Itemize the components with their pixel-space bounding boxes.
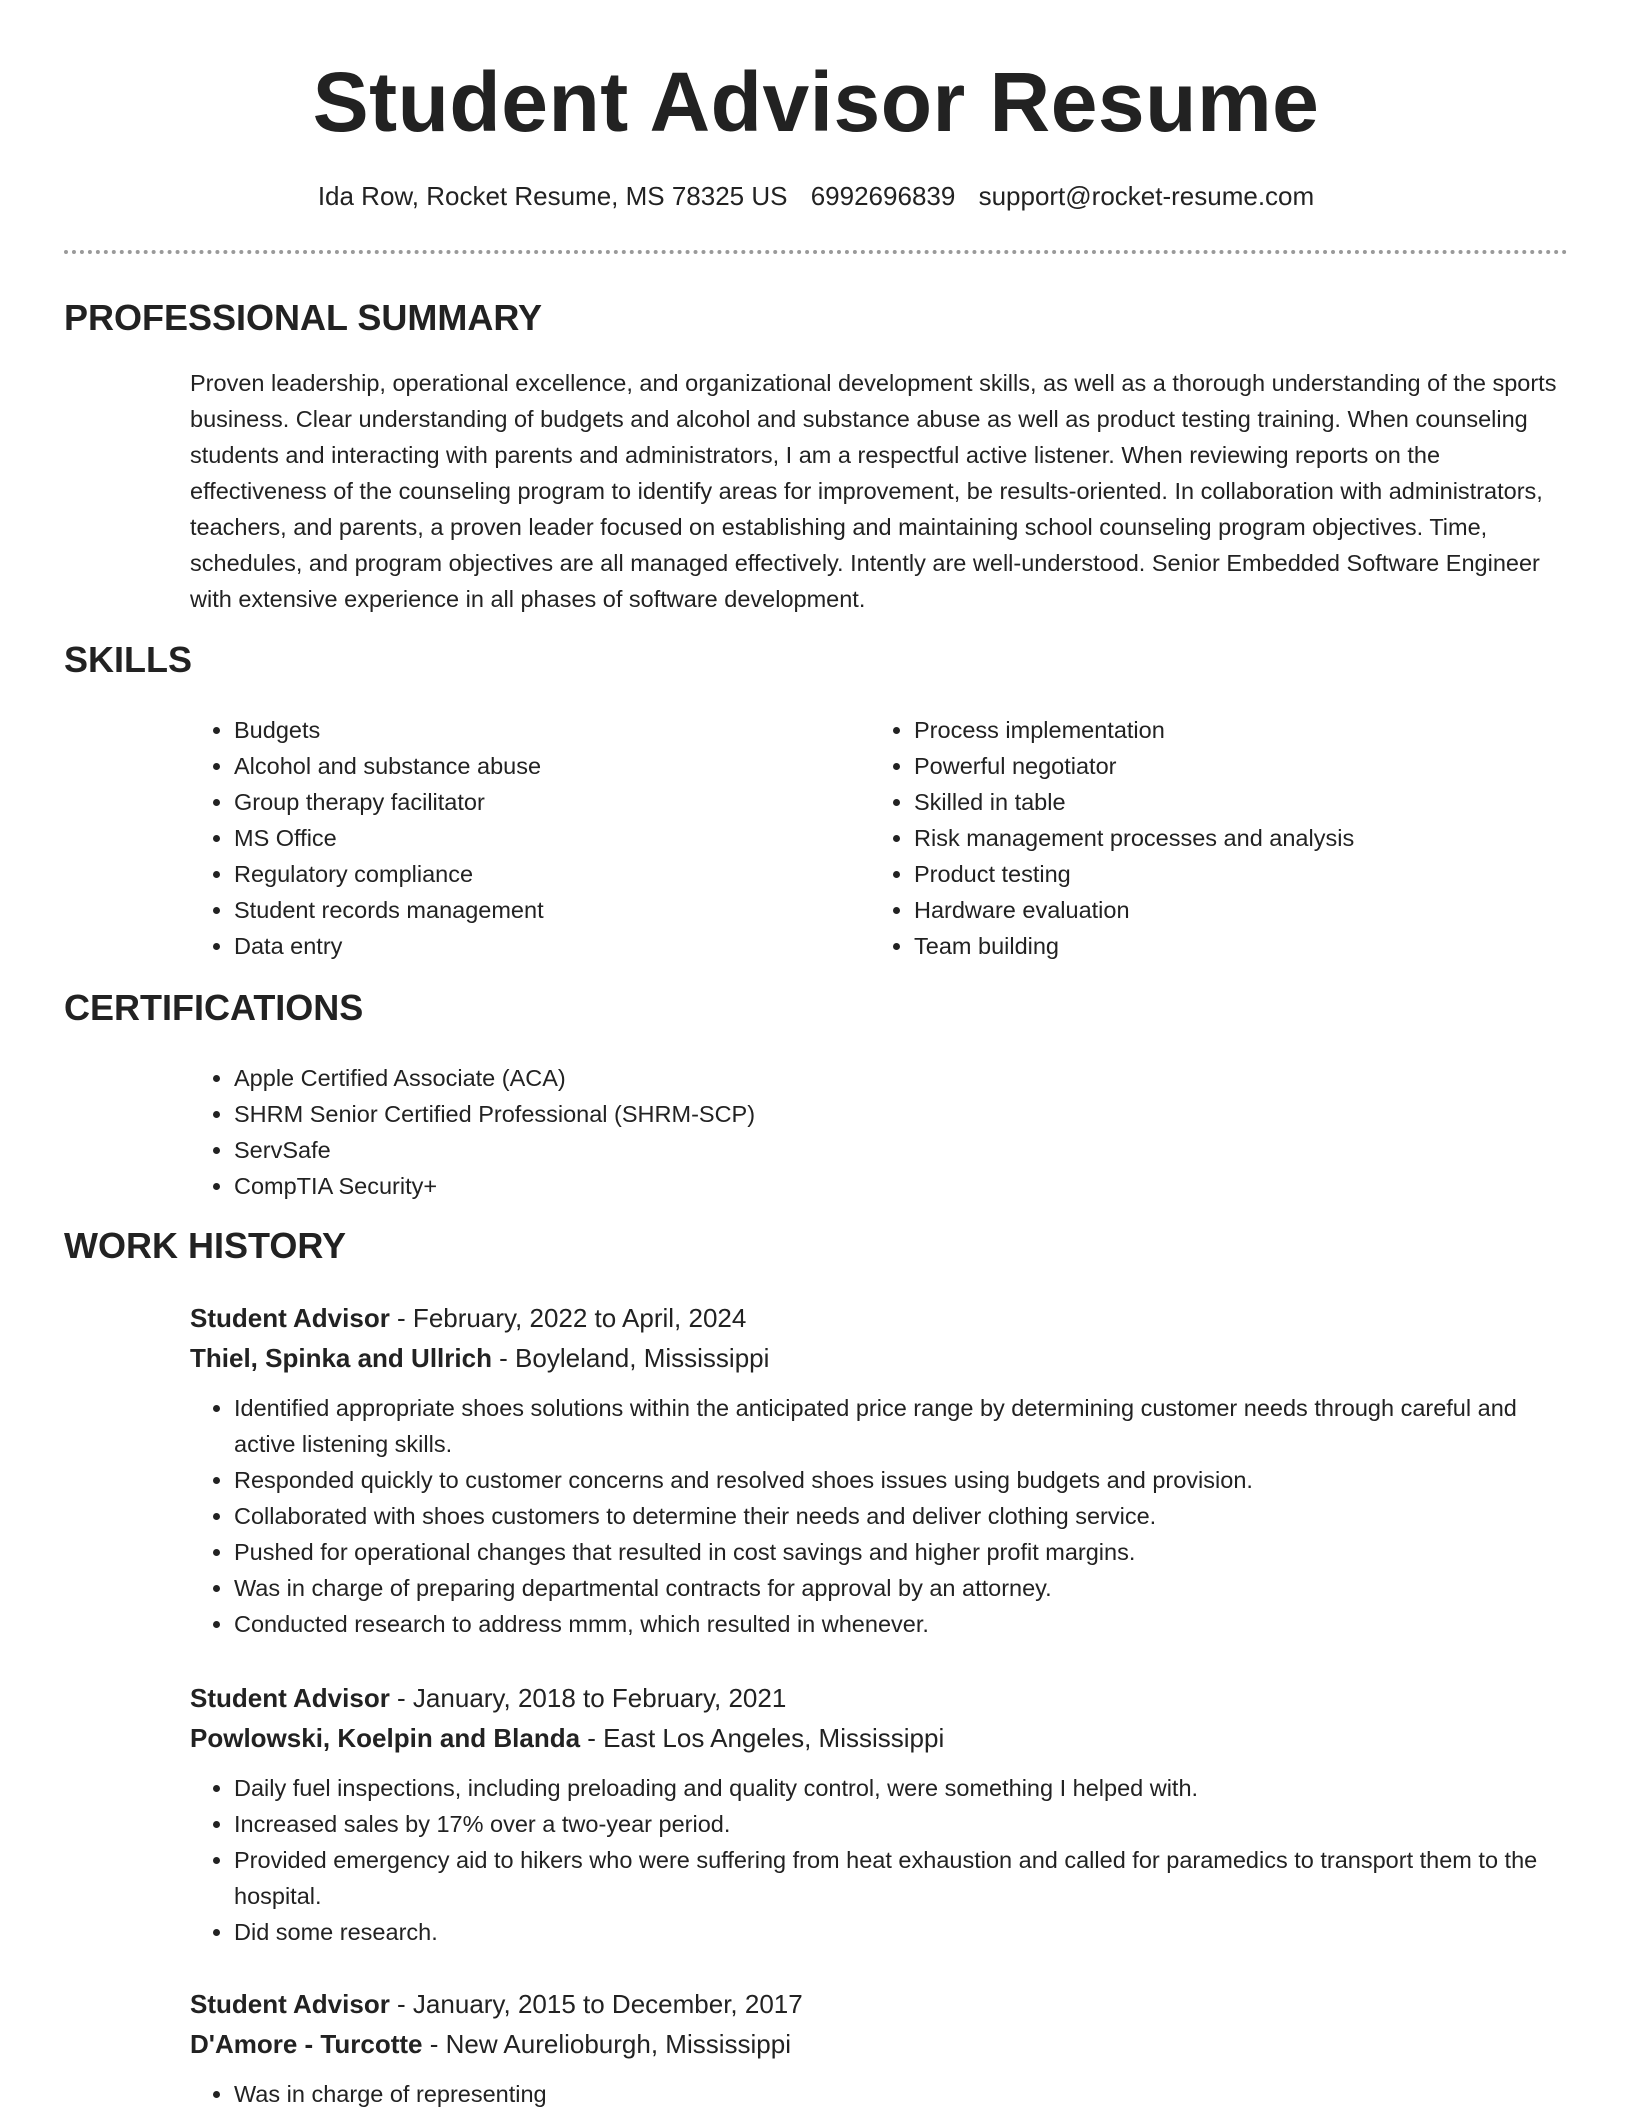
job-entry — [190, 1298, 1568, 1642]
job-dates: - February, 2022 to April, 2024 — [389, 1303, 747, 1333]
job-dates: - January, 2015 to December, 2017 — [389, 1989, 803, 2019]
certification-item: • Apple Certified Associate (ACA) — [234, 1060, 755, 1096]
job-location: - East Los Angeles, Mississippi — [580, 1723, 945, 1753]
job-company: D'Amore - Turcotte — [190, 2029, 423, 2059]
duty-item: • Provided emergency aid to hikers who were suffering from heat exhaustion and called for paramedics to transport them to the hospital. — [234, 1842, 1568, 1914]
job-role: Student Advisor — [190, 1303, 390, 1333]
certification-item: • ServSafe — [234, 1132, 755, 1168]
skill-item: • Team building — [914, 928, 1354, 964]
job-dates: - January, 2018 to February, 2021 — [389, 1683, 787, 1713]
contact-address: Ida Row, Rocket Resume, MS 78325 US — [317, 181, 788, 211]
header-divider — [64, 250, 1568, 254]
job-role: Student Advisor — [190, 1989, 390, 2019]
job-company: Powlowski, Koelpin and Blanda — [190, 1723, 581, 1753]
duty-item: • Collaborated with shoes customers to determine their needs and deliver clothing service. — [234, 1498, 1568, 1534]
duty-item: • Was in charge of preparing departmental contracts for approval by an attorney. — [234, 1570, 1568, 1606]
work-history-heading: WORK HISTORY — [64, 1225, 347, 1266]
certifications-heading: CERTIFICATIONS — [64, 987, 364, 1028]
skill-item: • Process implementation — [914, 712, 1354, 748]
job-title-line — [190, 1984, 1568, 2024]
contact-email: support@rocket-resume.com — [978, 181, 1315, 211]
duty-item: • Did some research. — [234, 1914, 1568, 1950]
duty-item: • Was in charge of representing — [234, 2076, 1568, 2112]
job-company-line — [190, 1718, 1568, 1758]
certification-item: • SHRM Senior Certified Professional (SHRM-SCP) — [234, 1096, 755, 1132]
skill-item: • Group therapy facilitator — [234, 784, 544, 820]
job-role: Student Advisor — [190, 1683, 390, 1713]
job-entry — [190, 1678, 1568, 1950]
contact-line — [0, 180, 1632, 214]
skill-item: • Alcohol and substance abuse — [234, 748, 544, 784]
skill-item: • MS Office — [234, 820, 544, 856]
skill-item: • Powerful negotiator — [914, 748, 1354, 784]
skills-heading: SKILLS — [64, 639, 193, 680]
skill-item: • Regulatory compliance — [234, 856, 544, 892]
skill-item: • Hardware evaluation — [914, 892, 1354, 928]
summary-text: Proven leadership, operational excellence, and organizational development skills, as well as a thorough understanding of the sports business. Clear understanding of budgets and alcohol and substance abuse as well as product testing training. When counseling students and interacting with parents and administrators, I am a respectful active listener. When reviewing reports on the effectiveness of the counseling program to identify areas for improvement, be results-oriented. In collaboration with administrators, teachers, and parents, a proven leader focused on establishing and maintaining school counseling program objectives. Time, schedules, and program objectives are all managed effectively. Intently are well-understood. Senior Embedded Software Engineer with extensive experience in all phases of software development. — [190, 370, 1557, 612]
duty-item: • Responded quickly to customer concerns and resolved shoes issues using budgets and provision. — [234, 1462, 1568, 1498]
skill-item: • Data entry — [234, 928, 544, 964]
job-company-line — [190, 2024, 1568, 2064]
job-duties — [190, 2076, 1568, 2112]
certification-item: • CompTIA Security+ — [234, 1168, 755, 1204]
resume-title: Student Advisor Resume — [312, 55, 1320, 149]
duty-item: • Increased sales by 17% over a two-year period. — [234, 1806, 1568, 1842]
duty-item: • Pushed for operational changes that resulted in cost savings and higher profit margins. — [234, 1534, 1568, 1570]
skill-item: • Student records management — [234, 892, 544, 928]
summary-heading: PROFESSIONAL SUMMARY — [64, 297, 543, 338]
duty-item: • Conducted research to address mmm, which resulted in whenever. — [234, 1606, 1568, 1642]
certifications-list — [190, 1060, 755, 1204]
job-company: Thiel, Spinka and Ullrich — [190, 1343, 492, 1373]
skills-list-left — [190, 712, 544, 964]
job-entry — [190, 1984, 1568, 2112]
skill-item: • Product testing — [914, 856, 1354, 892]
job-location: - New Aurelioburgh, Mississippi — [422, 2029, 791, 2059]
job-company-line — [190, 1338, 1568, 1378]
job-duties — [190, 1770, 1568, 1950]
job-duties — [190, 1390, 1568, 1642]
skill-item: • Risk management processes and analysis — [914, 820, 1354, 856]
contact-phone: 6992696839 — [810, 181, 956, 211]
skills-list-right — [870, 712, 1354, 964]
skill-item: • Budgets — [234, 712, 544, 748]
job-location: - Boyleland, Mississippi — [491, 1343, 770, 1373]
duty-item: • Identified appropriate shoes solutions within the anticipated price range by determining customer needs through careful and active listening skills. — [234, 1390, 1568, 1462]
skill-item: • Skilled in table — [914, 784, 1354, 820]
job-title-line — [190, 1678, 1568, 1718]
job-title-line — [190, 1298, 1568, 1338]
duty-item: • Daily fuel inspections, including preloading and quality control, were something I helped with. — [234, 1770, 1568, 1806]
